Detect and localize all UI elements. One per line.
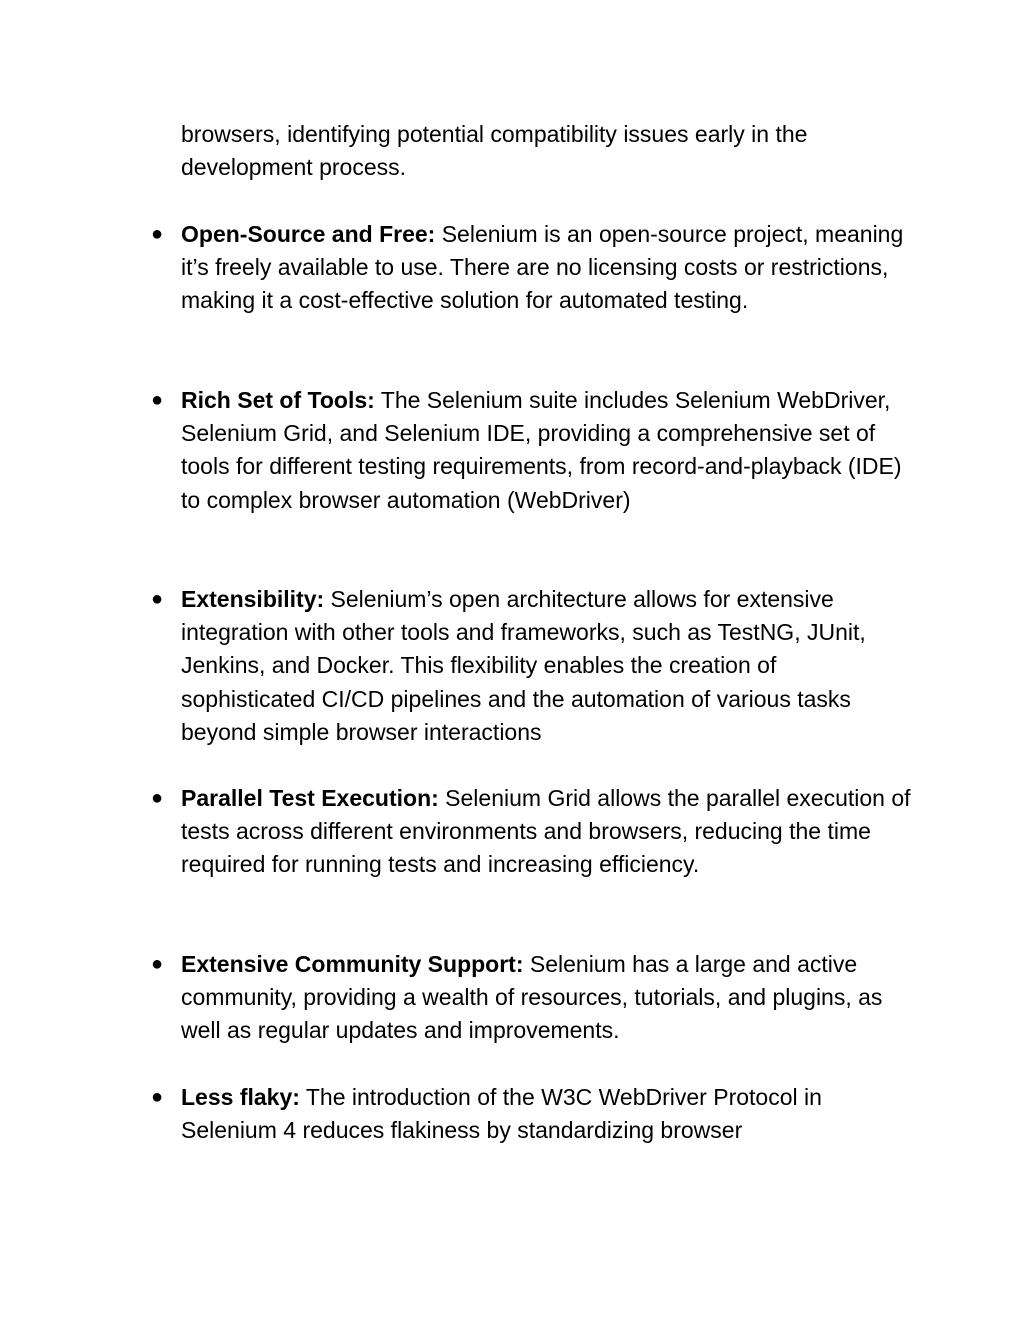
bullet-icon: ● bbox=[151, 588, 164, 610]
item-term: Parallel Test Execution: bbox=[181, 785, 439, 811]
bullet-icon: ● bbox=[151, 787, 164, 809]
bullet-icon: ● bbox=[151, 223, 164, 245]
item-term: Rich Set of Tools: bbox=[181, 387, 375, 413]
list-item bbox=[151, 218, 916, 318]
item-term: Extensive Community Support: bbox=[181, 951, 524, 977]
item-text: The introduction of the W3C WebDriver Protocol in Selenium 4 reduces flakiness by standardizing browser bbox=[181, 1084, 822, 1144]
item-term: Extensibility: bbox=[181, 586, 325, 612]
item-term: Less flaky: bbox=[181, 1084, 300, 1110]
continuation-paragraph: browsers, identifying potential compatibility issues early in the development process. bbox=[181, 121, 808, 181]
list-item bbox=[151, 583, 916, 749]
bullet-icon: ● bbox=[151, 953, 164, 975]
item-text: The Selenium suite includes Selenium WebDriver, Selenium Grid, and Selenium IDE, providing a comprehensive set of tools for different testing requirements, from record-and-playback (IDE) to complex browser automation (WebDriver) bbox=[181, 387, 902, 513]
item-text: Selenium has a large and active community, providing a wealth of resources, tutorials, and plugins, as well as regular updates and improvements. bbox=[181, 951, 883, 1044]
list-item bbox=[151, 384, 916, 517]
bullet-icon: ● bbox=[151, 389, 164, 411]
bullet-icon: ● bbox=[151, 1086, 164, 1108]
list-item bbox=[151, 782, 916, 882]
item-term: Open-Source and Free: bbox=[181, 221, 436, 247]
item-text: Selenium is an open-source project, meaning it’s freely available to use. There are no licensing costs or restrictions, making it a cost-effective solution for automated testing. bbox=[181, 221, 904, 314]
item-text: Selenium Grid allows the parallel execution of tests across different environments and browsers, reducing the time required for running tests and increasing efficiency. bbox=[181, 785, 911, 878]
list-item bbox=[151, 948, 916, 1048]
item-text: Selenium’s open architecture allows for extensive integration with other tools and frameworks, such as TestNG, JUnit, Jenkins, and Docker. This flexibility enables the creation of sophisticated CI/CD pipelines and the automation of various tasks beyond simple browser interactions bbox=[181, 586, 866, 745]
list-item bbox=[151, 1081, 916, 1147]
